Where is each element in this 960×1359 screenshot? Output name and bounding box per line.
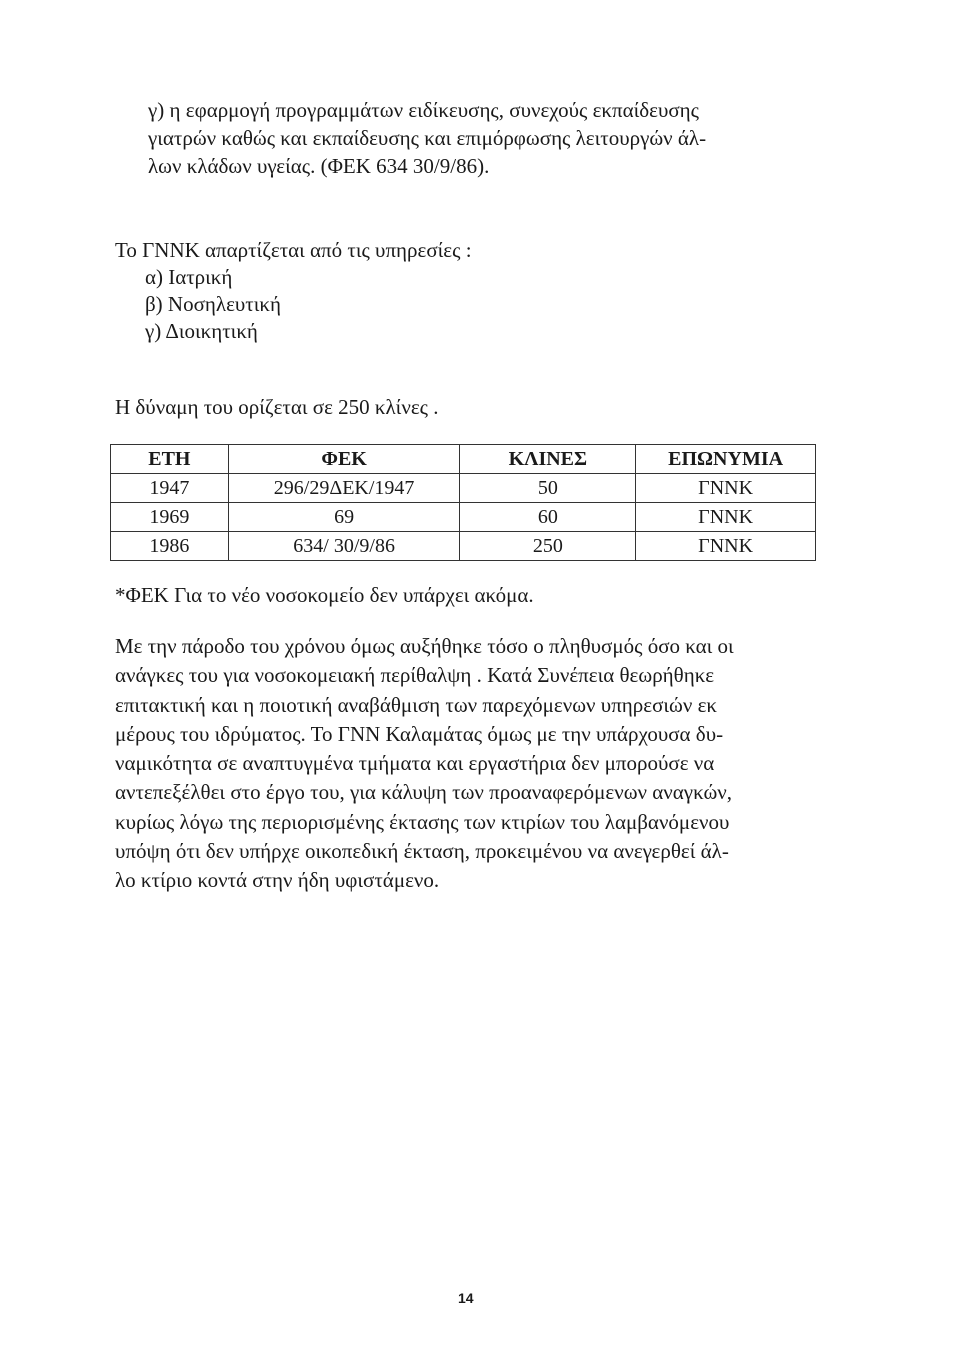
table-cell: 634/ 30/9/86	[228, 532, 460, 561]
header-cell-years: ΕΤΗ	[111, 445, 229, 474]
service-item: γ) Διοικητική	[145, 319, 258, 343]
table-header-row	[111, 445, 816, 474]
table-cell: 1969	[111, 503, 229, 532]
service-item: α) Ιατρική	[145, 265, 233, 289]
header-cell-name: ΕΠΩΝΥΜΙΑ	[636, 445, 816, 474]
paragraph-line: υπόψη ότι δεν υπήρχε οικοπεδική έκταση, προκειμένου να ανεγερθεί άλ-	[115, 839, 729, 864]
header-cell-fek: ΦΕΚ	[228, 445, 460, 474]
table-row	[111, 532, 816, 561]
paragraph-line: αντεπεξέλθει στο έργο του, για κάλυψη των προαναφερόμενων αναγκών,	[115, 780, 733, 805]
header-cell-beds: ΚΛΙΝΕΣ	[460, 445, 636, 474]
table-cell: 296/29ΔΕΚ/1947	[228, 474, 460, 503]
table-cell: ΓΝΝΚ	[636, 532, 816, 561]
capacity-text: Η δύναμη του ορίζεται σε 250 κλίνες .	[115, 395, 439, 419]
paragraph-line: επιτακτική και η ποιοτική αναβάθμιση των παρεχόμενων υπηρεσιών εκ	[115, 692, 718, 717]
paragraph-line: κυρίως λόγω της περιορισμένης έκτασης των κτιρίων του λαμβανόμενου	[115, 809, 730, 834]
services-list	[115, 237, 472, 345]
table-row	[111, 474, 816, 503]
table-cell: ΓΝΝΚ	[636, 474, 816, 503]
paragraph-line: ναμικότητα σε αναπτυγμένα τμήματα και εργαστήρια δεν μπορούσε να	[115, 751, 715, 776]
footnote: *ΦΕΚ Για το νέο νοσοκομείο δεν υπάρχει ακόμα.	[115, 583, 534, 607]
table-cell: 60	[460, 503, 636, 532]
main-paragraph	[115, 632, 815, 896]
table-row	[111, 503, 816, 532]
intro-line: λων κλάδων υγείας. (ΦΕΚ 634 30/9/86).	[148, 154, 490, 178]
table-cell: 50	[460, 474, 636, 503]
history-table	[110, 444, 816, 561]
paragraph-line: Με την πάροδο του χρόνου όμως αυξήθηκε τόσο ο πληθυσμός όσο και οι	[115, 634, 734, 658]
paragraph-line: ανάγκες του για νοσοκομειακή περίθαλψη . Κατά Συνέπεια θεωρήθηκε	[115, 663, 715, 688]
paragraph-line: λο κτίριο κοντά στην ήδη υφιστάμενο.	[115, 868, 440, 893]
services-lead: Το ΓΝΝΚ απαρτίζεται από τις υπηρεσίες :	[115, 238, 472, 262]
table-cell: 250	[460, 532, 636, 561]
table-cell: 69	[228, 503, 460, 532]
service-item: β) Νοσηλευτική	[145, 292, 281, 316]
page-number: 14	[458, 1290, 474, 1306]
table-cell: 1986	[111, 532, 229, 561]
table-cell: 1947	[111, 474, 229, 503]
intro-line: γ) η εφαρμογή προγραμμάτων ειδίκευσης, συνεχούς εκπαίδευσης	[148, 98, 699, 122]
paragraph-line: μέρους του ιδρύματος. Το ΓΝΝ Καλαμάτας όμως με την υπάρχουσα δυ-	[115, 721, 724, 746]
intro-line: γιατρών καθώς και εκπαίδευσης και επιμόρφωσης λειτουργών άλ-	[148, 126, 707, 150]
table-cell: ΓΝΝΚ	[636, 503, 816, 532]
